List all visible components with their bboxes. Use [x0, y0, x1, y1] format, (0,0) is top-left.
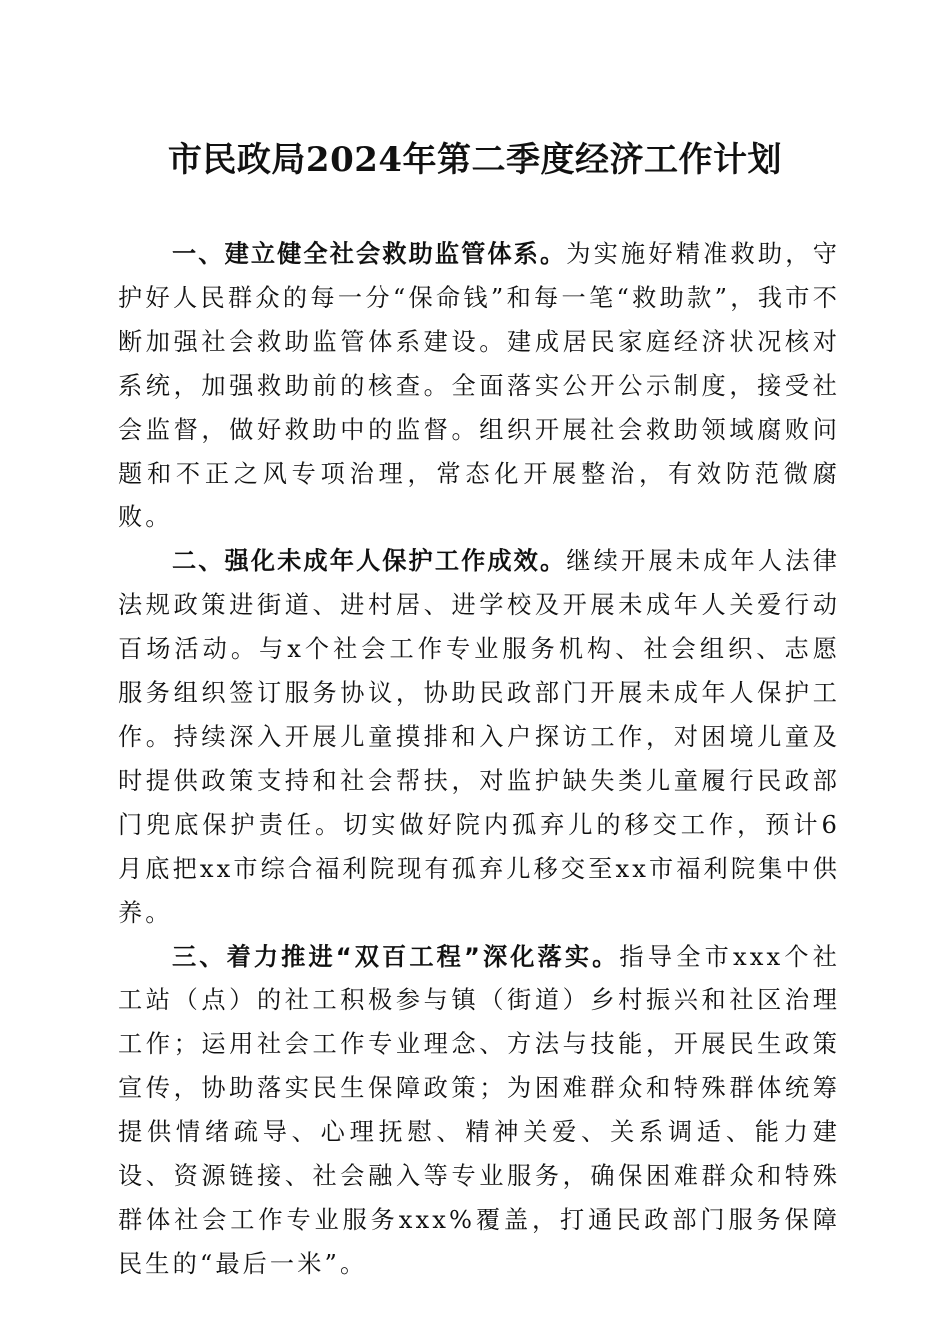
section-heading-3: 三、着力推进“双百工程”深化落实。 — [172, 942, 620, 971]
section-heading-2: 二、强化未成年人保护工作成效。 — [172, 547, 567, 576]
section-paragraph-3 — [118, 936, 840, 1287]
section-heading-1: 一、建立健全社会救助监管体系。 — [172, 240, 567, 268]
section-text-1: 为实施好精准救助，守护好人民群众的每一分“保命钱”和每一笔“救助款”，我市不断加强社会救助监管体系建设。建成居民家庭经济状况核对系统，加强救助前的核查。全面落实公开公示制度，接受社会监督，做好救助中的监督。组织开展社会救助领域腐败问题和不正之风专项治理，常态化开展整治，有效防范微腐败。 — [118, 240, 840, 532]
document-body — [118, 233, 840, 1287]
section-text-3: 指导全市xxx个社工站（点）的社工积极参与镇（街道）乡村振兴和社区治理工作；运用社会工作专业理念、方法与技能，开展民生政策宣传，协助落实民生保障政策；为困难群众和特殊群体统筹提供情绪疏导、心理抚慰、精神关爱、关系调适、能力建设、资源链接、社会融入等专业服务，确保困难群众和特殊群体社会工作专业服务xxx%覆盖，打通民政部门服务保障民生的“最后一米”。 — [118, 942, 841, 1278]
document-title: 市民政局2024年第二季度经济工作计划 — [167, 140, 783, 180]
section-paragraph-2 — [118, 540, 840, 935]
section-text-2: 继续开展未成年人法律法规政策进街道、进村居、进学校及开展未成年人关爱行动百场活动。与x个社会工作专业服务机构、社会组织、志愿服务组织签订服务协议，协助民政部门开展未成年人保护工作。持续深入开展儿童摸排和入户探访工作，对困境儿童及时提供政策支持和社会帮扶，对监护缺失类儿童履行民政部门兜底保护责任。切实做好院内孤弃儿的移交工作，预计6月底把xx市综合福利院现有孤弃儿移交至xx市福利院集中供养。 — [118, 547, 840, 927]
section-paragraph-1 — [118, 233, 840, 540]
